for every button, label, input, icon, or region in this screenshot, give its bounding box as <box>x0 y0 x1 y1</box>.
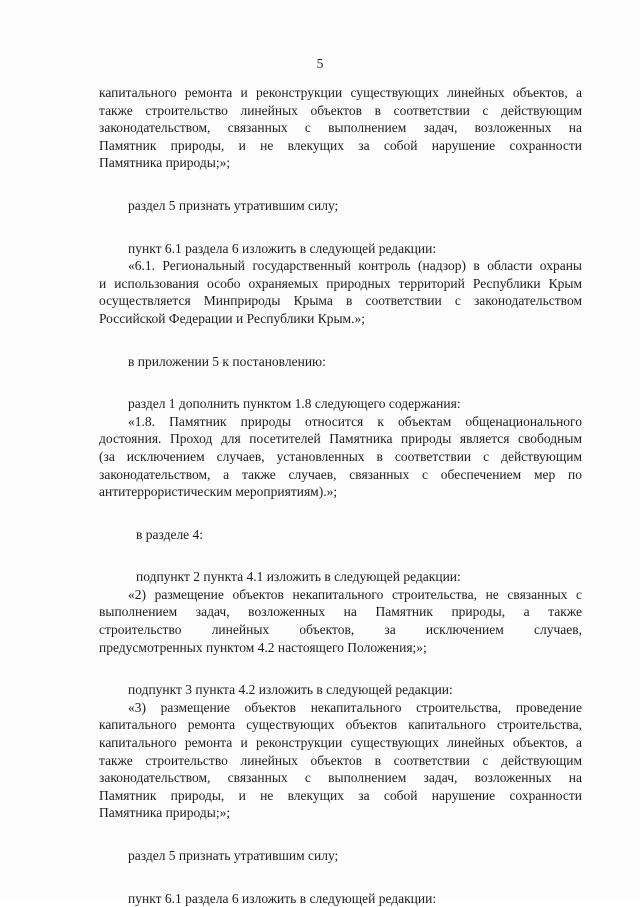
quoted-paragraph-1-8 <box>99 413 582 501</box>
text-line: Российской Федерации и Республики Крым.»; <box>99 310 365 326</box>
text-line: законодательством, связанных с выполнением задач, возложенных на <box>99 120 582 136</box>
page-number: 5 <box>316 56 324 71</box>
text-line: и использования особо охраняемых природных территорий Республики Крым <box>99 275 582 291</box>
text-line: Памятник природы, и не влекущих за собой нарушение сохранности <box>99 137 582 153</box>
paragraph-razdel-4: в разделе 4: <box>136 526 204 542</box>
paragraph-punkt-6-1: пункт 6.1 раздела 6 изложить в следующей редакции: <box>128 240 437 256</box>
quoted-paragraph-6-1 <box>99 257 582 327</box>
text-line: «1.8. Памятник природы относится к объектам общенационального <box>128 413 582 429</box>
quoted-paragraph-2 <box>99 586 582 656</box>
text-line: Памятника природы;»; <box>99 155 231 171</box>
paragraph-razdel-1: раздел 1 дополнить пунктом 1.8 следующего содержания: <box>128 396 461 412</box>
paragraph-prilozhenie-5: в приложении 5 к постановлению: <box>128 353 326 369</box>
paragraph-continuation <box>99 84 582 172</box>
text-line: строительство линейных объектов, за исключением случаев, <box>99 622 582 638</box>
text-line: «2) размещение объектов некапитального строительства, не связанных с <box>128 586 582 602</box>
text-line: законодательством, а также случаев, связанных с обеспечением мер по <box>99 466 582 482</box>
paragraph-razdel-5-repeat: раздел 5 признать утратившим силу; <box>128 848 339 863</box>
text-line: предусмотренных пунктом 4.2 настоящего Положения;»; <box>99 639 427 655</box>
paragraph-podpunkt-3: подпункт 3 пункта 4.2 изложить в следующей редакции: <box>128 682 453 698</box>
text-line: «3) размещение объектов некапитального строительства, проведение <box>128 699 582 715</box>
text-line: капитального ремонта и реконструкции существующих линейных объектов, а <box>99 735 582 751</box>
text-line: также строительство линейных объектов в соответствии с действующим <box>99 102 582 118</box>
paragraph-podpunkt-2: подпункт 2 пункта 4.1 изложить в следующей редакции: <box>136 569 461 585</box>
text-line: (за исключением случаев, установленных в соответствии с действующим <box>99 448 582 464</box>
text-line: антитеррористическим мероприятиям).»; <box>99 484 338 500</box>
text-line: Памятник природы, и не влекущих за собой нарушение сохранности <box>99 787 582 803</box>
text-line: капитального ремонта и реконструкции существующих линейных объектов, а <box>99 85 582 100</box>
paragraph-punkt-6-1-repeat: пункт 6.1 раздела 6 изложить в следующей редакции: <box>128 890 437 906</box>
text-line: законодательством, связанных с выполнением задач, возложенных на <box>99 770 582 786</box>
text-line: «6.1. Региональный государственный контроль (надзор) в области охраны <box>128 258 582 274</box>
text-line: капитального ремонта существующих объектов капитального строительства, <box>99 717 582 733</box>
document-body <box>99 84 582 907</box>
quoted-paragraph-3 <box>99 699 582 822</box>
text-line: достояния. Проход для посетителей Памятника природы является свободным <box>99 431 582 447</box>
text-line: Памятника природы;»; <box>99 805 231 821</box>
text-line: также строительство линейных объектов в соответствии с действующим <box>99 752 582 768</box>
paragraph-razdel-5: раздел 5 признать утратившим силу; <box>128 197 339 213</box>
text-line: выполнением задач, возложенных на Памятник природы, а также <box>99 604 582 620</box>
text-line: осуществляется Минприроды Крыма в соответствии с законодательством <box>99 293 582 309</box>
